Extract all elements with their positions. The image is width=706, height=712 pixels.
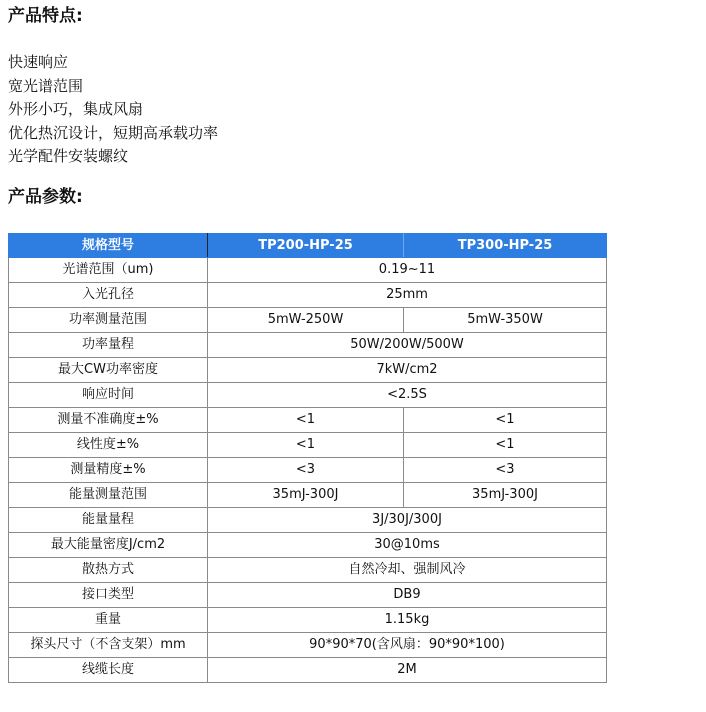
table-row [9,483,607,508]
row-value-shared: 1.15kg [208,608,607,633]
table-row [9,533,607,558]
row-value-tp300: <1 [404,408,607,433]
table-row [9,433,607,458]
row-label: 重量 [9,608,208,633]
table-row [9,333,607,358]
feature-item: 外形小巧，集成风扇 [8,100,144,118]
row-value-shared: 3J/30J/300J [208,508,607,533]
header-model-label: 规格型号 [9,234,208,258]
row-value-tp200: <3 [208,458,404,483]
row-label: 线性度±% [9,433,208,458]
table-row [9,558,607,583]
row-label: 探头尺寸（不含支架）mm [9,633,208,658]
row-value-tp300: 35mJ-300J [404,483,607,508]
row-value-shared: 30@10ms [208,533,607,558]
row-value-tp300: 5mW-350W [404,308,607,333]
row-value-shared: 90*90*70(含风扇：90*90*100) [208,633,607,658]
feature-item: 光学配件安装螺纹 [8,147,129,165]
row-value-tp200: <1 [208,408,404,433]
row-value-shared: 0.19~11 [208,258,607,283]
row-label: 能量测量范围 [9,483,208,508]
row-label: 功率测量范围 [9,308,208,333]
row-label: 功率量程 [9,333,208,358]
row-value-shared: 自然冷却、强制风冷 [208,558,607,583]
row-value-shared: 25mm [208,283,607,308]
row-label: 最大能量密度J/cm2 [9,533,208,558]
row-value-tp200: <1 [208,433,404,458]
row-value-tp200: 35mJ-300J [208,483,404,508]
row-label: 光谱范围（um) [9,258,208,283]
table-row [9,383,607,408]
row-label: 散热方式 [9,558,208,583]
row-label: 线缆长度 [9,658,208,683]
row-value-shared: 7kW/cm2 [208,358,607,383]
row-label: 接口类型 [9,583,208,608]
feature-item: 宽光谱范围 [8,76,84,95]
table-row [9,458,607,483]
table-row [9,408,607,433]
table-row [9,583,607,608]
features-list [8,51,218,169]
row-value-tp300: <3 [404,458,607,483]
row-value-shared: 50W/200W/500W [208,333,607,358]
table-row [9,658,607,683]
feature-item: 优化热沉设计，短期高承载功率 [8,123,219,142]
row-label: 入光孔径 [9,283,208,308]
table-row [9,508,607,533]
params-heading: 产品参数: [8,187,83,207]
row-value-shared: 2M [208,658,607,683]
table-row [9,258,607,283]
row-value-tp200: 5mW-250W [208,308,404,333]
spec-table [8,233,607,683]
spec-table-body [9,258,607,683]
table-row [9,633,607,658]
row-label: 能量量程 [9,508,208,533]
row-value-shared: <2.5S [208,383,607,408]
table-row [9,283,607,308]
row-value-shared: DB9 [208,583,607,608]
table-row [9,308,607,333]
row-label: 最大CW功率密度 [9,358,208,383]
features-heading: 产品特点: [8,6,83,26]
table-header-row [9,234,607,258]
row-value-tp300: <1 [404,433,607,458]
table-row [9,358,607,383]
row-label: 测量不准确度±% [9,408,208,433]
row-label: 测量精度±% [9,458,208,483]
header-model-tp300: TP300-HP-25 [404,234,607,258]
header-model-tp200: TP200-HP-25 [208,234,404,258]
table-row [9,608,607,633]
feature-item: 快速响应 [8,53,69,71]
row-label: 响应时间 [9,383,208,408]
